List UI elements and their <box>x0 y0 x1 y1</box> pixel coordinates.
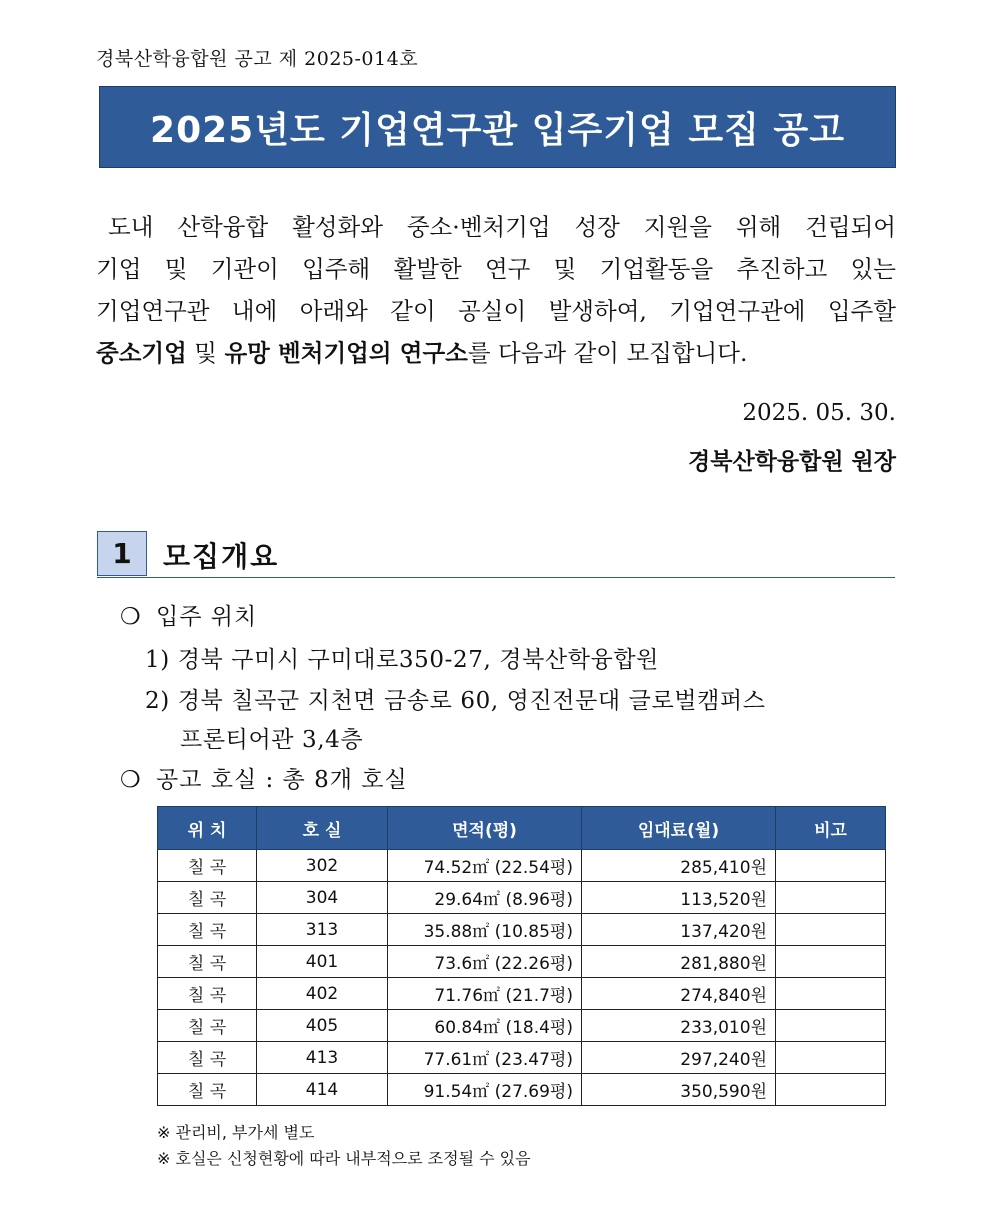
cell-rent: 113,520원 <box>582 882 776 914</box>
cell-location: 칠 곡 <box>158 1042 257 1074</box>
rooms-heading <box>120 761 408 794</box>
cell-room: 304 <box>257 882 388 914</box>
cell-remarks <box>776 946 886 978</box>
cell-rent: 285,410원 <box>582 850 776 882</box>
table-row <box>158 882 886 914</box>
cell-area: 73.6㎡ (22.26평) <box>388 946 582 978</box>
table-row <box>158 850 886 882</box>
header-location: 위 치 <box>158 807 257 850</box>
header-rent: 임대료(월) <box>582 807 776 850</box>
intro-paragraph <box>96 206 896 374</box>
title-banner <box>99 86 896 168</box>
cell-rent: 297,240원 <box>582 1042 776 1074</box>
cell-rent: 274,840원 <box>582 978 776 1010</box>
notice-date: 2025. 05. 30. <box>742 400 896 426</box>
cell-location: 칠 곡 <box>158 978 257 1010</box>
cell-room: 413 <box>257 1042 388 1074</box>
cell-location: 칠 곡 <box>158 850 257 882</box>
intro-line-3: 기업연구관 내에 아래와 같이 공실이 발생하여, 기업연구관에 입주할 <box>96 297 896 325</box>
cell-area: 35.88㎡ (10.85평) <box>388 914 582 946</box>
cell-remarks <box>776 1042 886 1074</box>
cell-area: 74.52㎡ (22.54평) <box>388 850 582 882</box>
intro-line-1: 도내 산학융합 활성화와 중소·벤처기업 성장 지원을 위해 건립되어 <box>108 213 896 241</box>
cell-remarks <box>776 882 886 914</box>
section-header <box>97 531 895 578</box>
rooms-label: 공고 호실 : 총 8개 호실 <box>156 767 408 793</box>
cell-location: 칠 곡 <box>158 946 257 978</box>
cell-area: 77.61㎡ (23.47평) <box>388 1042 582 1074</box>
circle-bullet-icon: ❍ <box>120 604 142 630</box>
header-area: 면적(평) <box>388 807 582 850</box>
signer: 경북산학융합원 원장 <box>688 448 896 475</box>
circle-bullet-icon: ❍ <box>120 767 142 793</box>
cell-rent: 281,880원 <box>582 946 776 978</box>
section-title: 모집개요 <box>163 540 280 573</box>
intro-ending: 를 다음과 같이 모집합니다. <box>467 339 748 367</box>
cell-location: 칠 곡 <box>158 1074 257 1106</box>
note-adjust: ※ 호실은 신청현황에 따라 내부적으로 조정될 수 있음 <box>157 1149 531 1168</box>
cell-area: 91.54㎡ (27.69평) <box>388 1074 582 1106</box>
cell-rent: 137,420원 <box>582 914 776 946</box>
cell-location: 칠 곡 <box>158 882 257 914</box>
table-row <box>158 946 886 978</box>
cell-location: 칠 곡 <box>158 1010 257 1042</box>
cell-room: 313 <box>257 914 388 946</box>
intro-line-2: 기업 및 기관이 입주해 활발한 연구 및 기업활동을 추진하고 있는 <box>96 255 896 283</box>
location-item-1: 1) 경북 구미시 구미대로350-27, 경북산학융합원 <box>145 647 659 673</box>
cell-location: 칠 곡 <box>158 914 257 946</box>
location-item-2-cont: 프론티어관 3,4층 <box>180 727 364 753</box>
notice-number: 경북산학융합원 공고 제 2025-014호 <box>96 48 419 70</box>
table-row <box>158 914 886 946</box>
table-row <box>158 1010 886 1042</box>
cell-remarks <box>776 978 886 1010</box>
cell-remarks <box>776 1010 886 1042</box>
table-row <box>158 1042 886 1074</box>
cell-area: 60.84㎡ (18.4평) <box>388 1010 582 1042</box>
intro-bold-venture: 유망 벤처기업의 연구소 <box>224 339 468 367</box>
note-fees: ※ 관리비, 부가세 별도 <box>157 1123 315 1142</box>
table-row <box>158 1074 886 1106</box>
rooms-table <box>157 806 886 1106</box>
cell-room: 302 <box>257 850 388 882</box>
header-room: 호 실 <box>257 807 388 850</box>
cell-room: 401 <box>257 946 388 978</box>
cell-area: 71.76㎡ (21.7평) <box>388 978 582 1010</box>
table-row <box>158 978 886 1010</box>
cell-remarks <box>776 914 886 946</box>
location-label: 입주 위치 <box>156 604 258 630</box>
location-heading <box>120 598 257 631</box>
cell-room: 405 <box>257 1010 388 1042</box>
cell-remarks <box>776 850 886 882</box>
cell-remarks <box>776 1074 886 1106</box>
cell-room: 414 <box>257 1074 388 1106</box>
intro-bold-sme: 중소기업 <box>96 339 187 367</box>
table-header-row <box>158 807 886 850</box>
cell-room: 402 <box>257 978 388 1010</box>
header-remarks: 비고 <box>776 807 886 850</box>
page-title: 2025년도 기업연구관 입주기업 모집 공고 <box>150 109 845 151</box>
location-item-2: 2) 경북 칠곡군 지천면 금송로 60, 영진전문대 글로벌캠퍼스 <box>145 688 766 714</box>
cell-area: 29.64㎡ (8.96평) <box>388 882 582 914</box>
section-number: 1 <box>97 531 147 576</box>
cell-rent: 350,590원 <box>582 1074 776 1106</box>
cell-rent: 233,010원 <box>582 1010 776 1042</box>
intro-connector: 및 <box>186 339 225 367</box>
intro-line-4 <box>96 332 896 374</box>
